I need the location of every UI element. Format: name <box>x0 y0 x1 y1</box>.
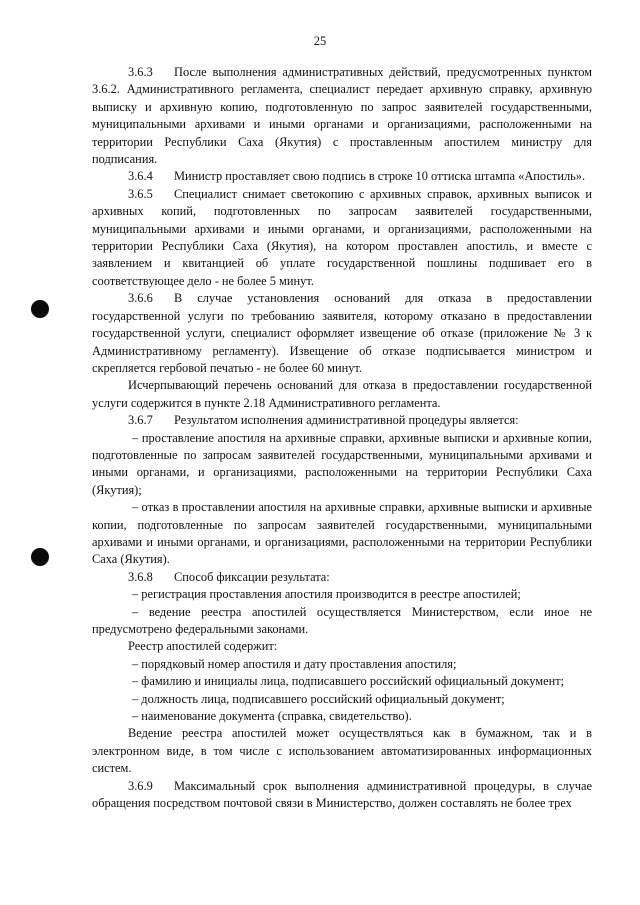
paragraph-registry-format <box>92 725 592 777</box>
list-item-text: – проставление апостиля на архивные справки, архивные выписки и архивные копии, подготовленные по запросам заявителей государственными, муниципальными архивами и иными органами, и организациями, расположенными на территории Республики Саха (Якутия); <box>92 430 592 497</box>
paragraph-3-6-6 <box>92 290 592 377</box>
paragraph-text: Максимальный срок выполнения административной процедуры, в случае обращения посредством почтовой связи в Министерство, должен составлять не более трех <box>92 778 592 811</box>
list-item <box>92 673 592 690</box>
paragraph-text: Способ фиксации результата: <box>174 569 330 584</box>
clause-number: 3.6.6 <box>128 291 153 306</box>
clause-number: 3.6.7 <box>128 413 153 428</box>
clause-number: 3.6.9 <box>128 778 153 793</box>
list-item-text: – отказ в проставлении апостиля на архивные справки, архивные выписки и архивные копии, подготовленные по запросам заявителей государственными, муниципальными архивами и иными органами, и организациями, расположенными на территории Республики Саха (Якутия). <box>92 500 592 567</box>
list-item <box>92 708 592 725</box>
paragraph-text: Исчерпывающий перечень оснований для отказа в предоставлении государственной услуги содержится в пункте 2.18 Административного регламента. <box>92 378 592 410</box>
punch-hole-top <box>31 300 49 318</box>
paragraph-text: Ведение реестра апостилей может осуществляться как в бумажном, так и в электронном виде, в том числе с использованием автоматизированных информационных систем. <box>92 726 592 776</box>
punch-hole-bottom <box>31 548 49 566</box>
paragraph-3-6-4 <box>92 168 592 185</box>
list-item <box>92 691 592 708</box>
list-item <box>92 430 592 500</box>
list-item-text: – регистрация проставления апостиля производится в реестре апостилей; <box>132 587 521 602</box>
list-item-text: – должность лица, подписавшего российский официальный документ; <box>132 691 505 706</box>
list-item <box>92 499 592 569</box>
paragraph-text: Министр проставляет свою подпись в строке 10 оттиска штампа «Апостиль». <box>174 169 586 184</box>
paragraph-3-6-7 <box>92 412 592 429</box>
paragraph-text: Специалист снимает светокопию с архивных справок, архивных выписок и архивных копий, подготовленных по запросам заявителей государственными, муниципальными архивами и иными органами, и организациями, расположенными на территории Республики Саха (Якутия), на котором проставлен апостиль, и вместе с заявлением и квитанцией об уплате государственной пошлины подшивает его в соответствующее дело - не более 5 минут. <box>92 186 592 288</box>
clause-number: 3.6.4 <box>128 169 153 184</box>
paragraph-text: В случае установления оснований для отказа в предоставлении государственной услуги по требованию заявителя, которому отказано в предоставлении государственной услуги, специалист оформляет извещение об отказе (приложение № 3 к Административному регламенту). Извещение об отказе подписывается министром и скрепляется гербовой печатью - не более 60 минут. <box>92 291 592 375</box>
paragraph-registry-contents <box>92 638 592 655</box>
paragraph-3-6-5 <box>92 186 592 290</box>
list-item-text: – фамилию и инициалы лица, подписавшего российский официальный документ; <box>132 674 565 689</box>
paragraph-text: После выполнения административных действий, предусмотренных пунктом 3.6.2. Административного регламента, специалист передает архивную справку, архивную выписку и архивную копию, подготовленную по запрос заявителей государственными, муниципальными архивами и иными органами и организациями, расположенными на территории Республики Саха (Якутия) с проставленным апостилем министру для подписания. <box>92 65 592 167</box>
clause-number: 3.6.8 <box>128 569 153 584</box>
clause-number: 3.6.3 <box>128 65 153 79</box>
list-item <box>92 656 592 673</box>
list-item-text: – ведение реестра апостилей осуществляется Министерством, если иное не предусмотрено федеральными законами. <box>92 604 592 636</box>
document-body <box>92 64 592 812</box>
list-item <box>92 604 592 639</box>
paragraph-3-6-8 <box>92 569 592 586</box>
paragraph-text: Результатом исполнения административной процедуры является: <box>174 413 519 428</box>
page-number: 25 <box>313 34 327 48</box>
paragraph-text: Реестр апостилей содержит: <box>128 639 278 654</box>
paragraph-3-6-9 <box>92 778 592 813</box>
list-item-text: – порядковый номер апостиля и дату проставления апостиля; <box>132 656 457 671</box>
list-item-text: – наименование документа (справка, свидетельство). <box>132 709 412 724</box>
list-item <box>92 586 592 603</box>
paragraph-refusal-grounds <box>92 377 592 412</box>
paragraph-3-6-3 <box>92 64 592 168</box>
clause-number: 3.6.5 <box>128 186 153 201</box>
